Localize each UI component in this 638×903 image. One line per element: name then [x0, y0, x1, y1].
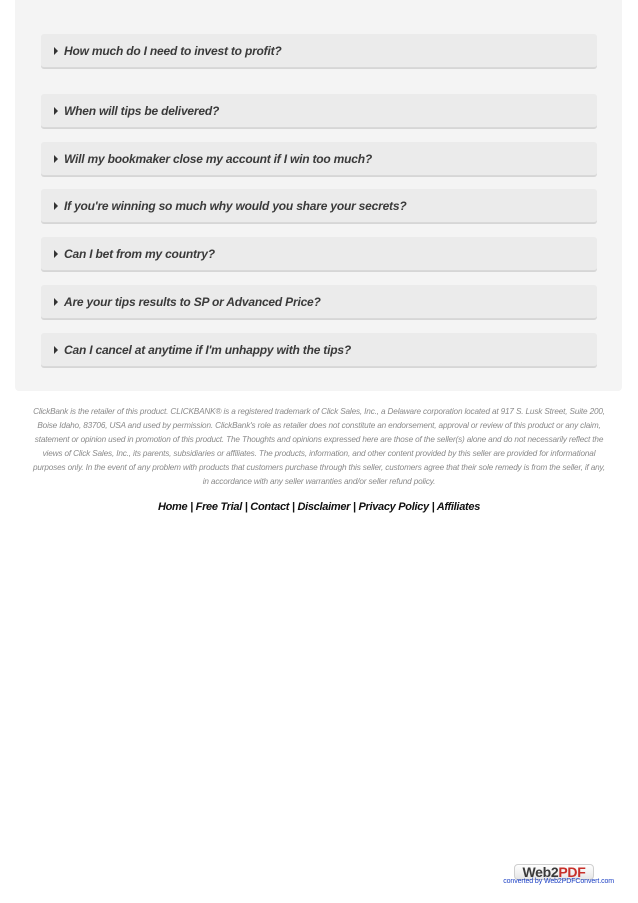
- footer-link-affiliates[interactable]: Affiliates: [436, 501, 481, 513]
- caret-right-icon: [54, 155, 58, 163]
- footer-separator: |: [244, 501, 248, 513]
- faq-item-secrets[interactable]: [41, 189, 597, 223]
- footer-separator: |: [431, 501, 435, 513]
- faq-item-invest[interactable]: [41, 34, 597, 68]
- faq-question: Will my bookmaker close my account if I win too much?: [64, 151, 373, 166]
- caret-right-icon: [54, 202, 58, 210]
- faq-question: Can I bet from my country?: [64, 246, 215, 261]
- faq-question: Can I cancel at anytime if I'm unhappy with the tips?: [64, 342, 351, 357]
- faq-panel: [15, 0, 622, 391]
- caret-right-icon: [54, 298, 58, 306]
- footer-separator: |: [190, 501, 193, 513]
- footer-link-disclaimer[interactable]: Disclaimer: [297, 501, 351, 513]
- web2pdf-logo-part1: Web2: [522, 864, 559, 880]
- caret-right-icon: [54, 107, 58, 115]
- web2pdf-caption-link[interactable]: converted by Web2PDFConvert.com: [503, 878, 614, 885]
- faq-question: If you're winning so much why would you share your secrets?: [64, 198, 407, 213]
- faq-item-price[interactable]: [41, 285, 597, 319]
- footer-link-free-trial[interactable]: Free Trial: [195, 501, 242, 513]
- footer-separator: |: [352, 501, 356, 513]
- caret-right-icon: [54, 346, 58, 354]
- caret-right-icon: [54, 47, 58, 55]
- faq-item-country[interactable]: [41, 237, 597, 271]
- footer-nav: [0, 501, 638, 513]
- clickbank-disclaimer: ClickBank is the retailer of this product. CLICKBANK® is a registered trademark of Click Sales, Inc., a Delaware corporation located at 917 S. Lusk Street, Suite 200, Boise Idaho, 83706, USA and used by permission. ClickBank's role as retailer does not constitute an endorsement, approval or review of this product or any claim, statement or opinion used in promotion of this product. The Thoughts and opinions expressed here are those of the seller(s) alone and do not necessarily reflect the views of Click Sales, Inc., its parents, subsidiaries or affiliates. The products, information, and other content provided by this seller are provided for informational purposes only. In the event of any problem with products that customers purchase through this seller, customers agree that their sole remedy is from the seller, if any, in accordance with any seller warranties and/or seller refund policy.: [32, 407, 606, 486]
- web2pdf-logo-part2: PDF: [558, 864, 586, 880]
- footer-link-home[interactable]: Home: [157, 501, 188, 513]
- footer-link-privacy-policy[interactable]: Privacy Policy: [358, 501, 429, 513]
- caret-right-icon: [54, 250, 58, 258]
- faq-item-bookmaker[interactable]: [41, 142, 597, 176]
- faq-item-delivery[interactable]: [41, 94, 597, 128]
- web2pdf-badge[interactable]: [502, 864, 614, 886]
- faq-question: When will tips be delivered?: [64, 103, 220, 118]
- faq-question: How much do I need to invest to profit?: [64, 43, 282, 58]
- faq-item-cancel[interactable]: [41, 333, 597, 367]
- footer-separator: |: [291, 501, 295, 513]
- footer-link-contact[interactable]: Contact: [250, 501, 290, 513]
- faq-question: Are your tips results to SP or Advanced Price?: [64, 294, 321, 309]
